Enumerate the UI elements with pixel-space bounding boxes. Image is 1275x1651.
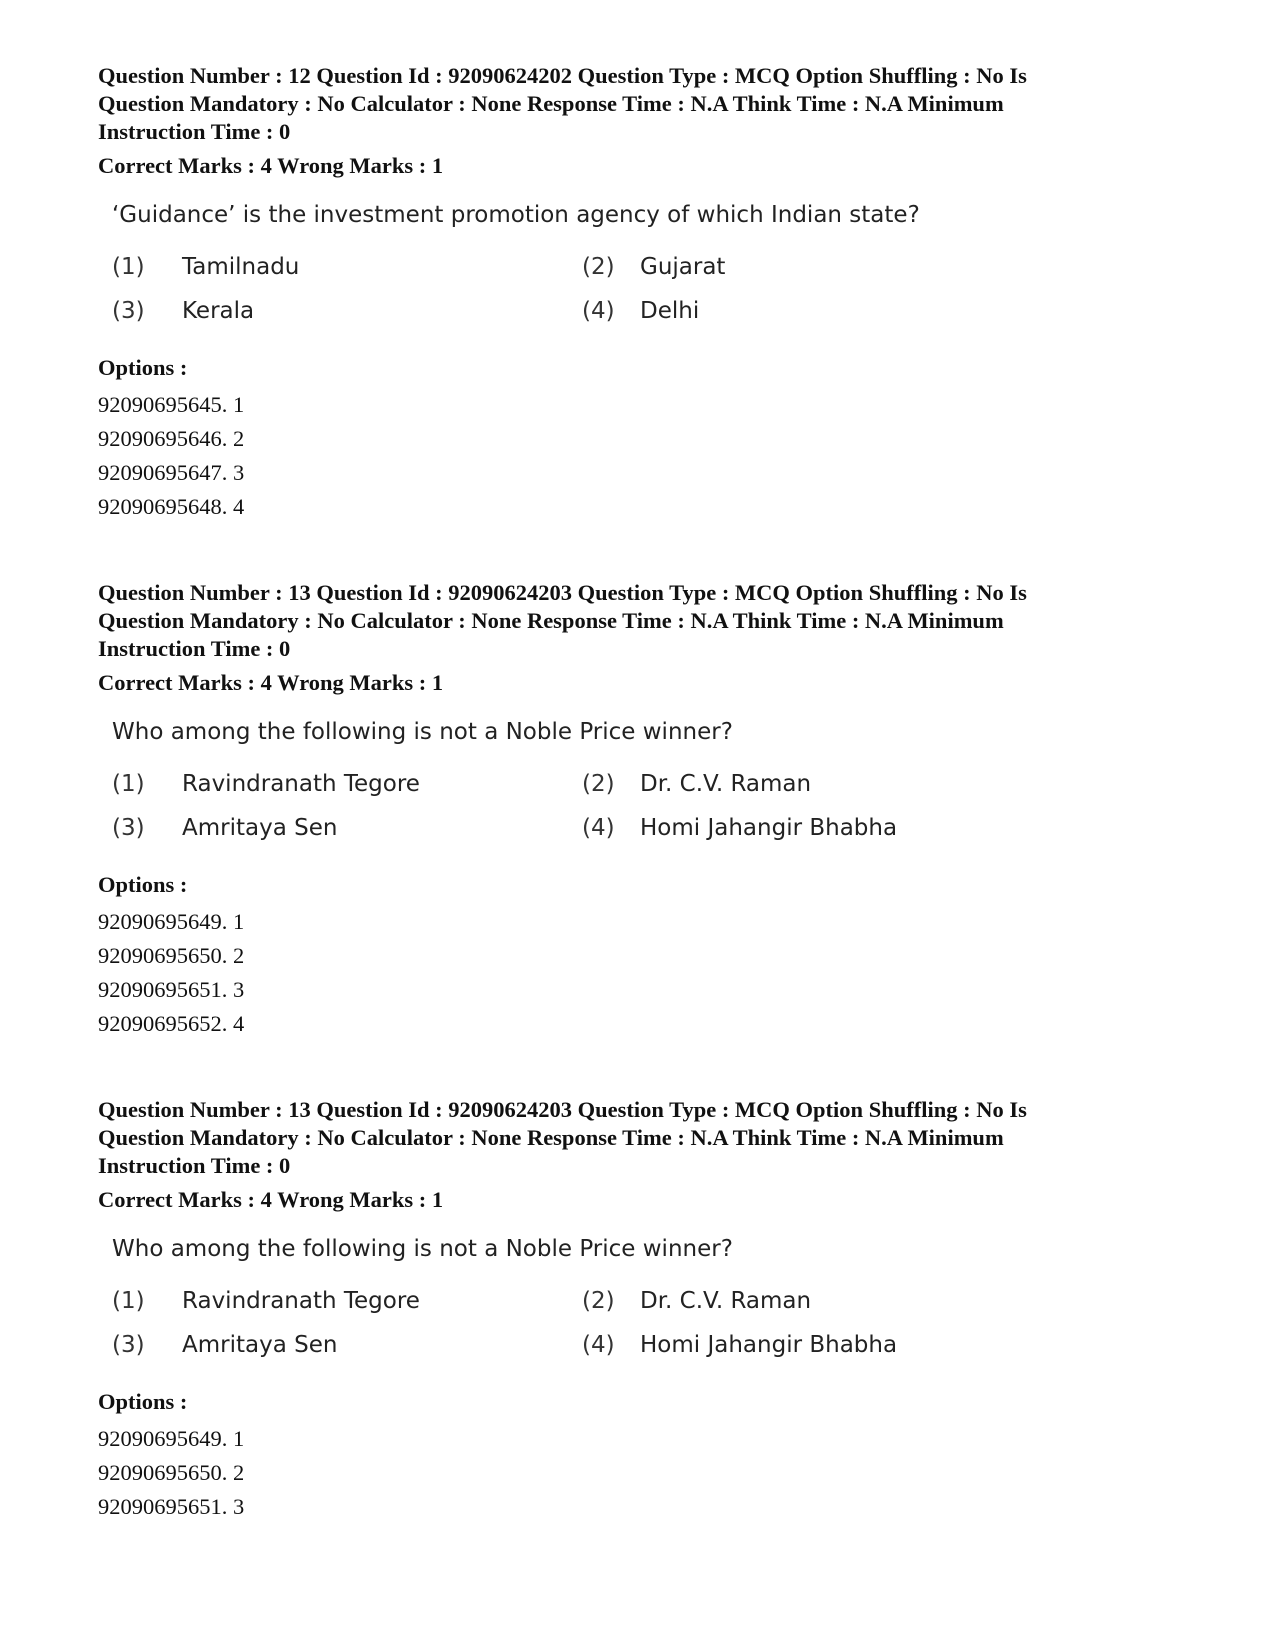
question-header-line: Question Number : 13 Question Id : 92090624203 Question Type : MCQ Option Shuffling : No Is	[98, 1097, 1027, 1122]
choice-number: (4)	[582, 298, 615, 324]
question-text: ‘Guidance’ is the investment promotion agency of which Indian state?	[112, 202, 920, 228]
question-header-line: Question Mandatory : No Calculator : None Response Time : N.A Think Time : N.A Minimum	[98, 608, 1004, 633]
choice-number: (2)	[582, 1288, 615, 1314]
question-header-line: Instruction Time : 0	[98, 1153, 291, 1178]
question-body	[98, 200, 1178, 326]
question-block	[98, 62, 1178, 524]
choice-number: (4)	[582, 815, 615, 841]
choice-text: Kerala	[182, 298, 255, 324]
choice-text: Ravindranath Tegore	[182, 771, 420, 797]
question-body	[98, 1234, 1178, 1360]
choice-text: Amritaya Sen	[182, 1332, 338, 1358]
question-header-line: Question Number : 12 Question Id : 92090624202 Question Type : MCQ Option Shuffling : No Is	[98, 63, 1027, 88]
option-id-line: 92090695650. 2	[98, 1460, 245, 1485]
choice-text: Homi Jahangir Bhabha	[640, 815, 898, 841]
choice-grid	[112, 1286, 1178, 1360]
choice-number: (2)	[582, 254, 615, 280]
choice-number: (3)	[112, 298, 145, 324]
choice-grid	[112, 252, 1178, 326]
question-text: Who among the following is not a Noble Price winner?	[112, 1236, 733, 1262]
option-id-line: 92090695645. 1	[98, 392, 245, 417]
options-title: Options :	[98, 872, 188, 897]
option-id-line: 92090695651. 3	[98, 1494, 245, 1519]
marks-line: Correct Marks : 4 Wrong Marks : 1	[98, 153, 444, 178]
marks-line: Correct Marks : 4 Wrong Marks : 1	[98, 1187, 444, 1212]
choice-text: Dr. C.V. Raman	[640, 771, 812, 797]
choice-text: Dr. C.V. Raman	[640, 1288, 812, 1314]
options-title: Options :	[98, 355, 188, 380]
option-id-line: 92090695648. 4	[98, 494, 245, 519]
option-id-line: 92090695651. 3	[98, 977, 245, 1002]
question-header-line: Question Number : 13 Question Id : 92090624203 Question Type : MCQ Option Shuffling : No Is	[98, 580, 1027, 605]
question-body	[98, 717, 1178, 843]
question-header-line: Instruction Time : 0	[98, 119, 291, 144]
question-header-line: Question Mandatory : No Calculator : None Response Time : N.A Think Time : N.A Minimum	[98, 91, 1004, 116]
choice-number: (1)	[112, 771, 145, 797]
question-block	[98, 1096, 1178, 1524]
choice-number: (3)	[112, 815, 145, 841]
option-id-line: 92090695649. 1	[98, 1426, 245, 1451]
option-id-line: 92090695646. 2	[98, 426, 245, 451]
question-text: Who among the following is not a Noble Price winner?	[112, 719, 733, 745]
choice-text: Homi Jahangir Bhabha	[640, 1332, 898, 1358]
choice-number: (3)	[112, 1332, 145, 1358]
choice-number: (1)	[112, 1288, 145, 1314]
document-page	[98, 62, 1178, 1579]
choice-text: Ravindranath Tegore	[182, 1288, 420, 1314]
choice-text: Amritaya Sen	[182, 815, 338, 841]
choice-text: Tamilnadu	[182, 254, 300, 280]
option-id-line: 92090695649. 1	[98, 909, 245, 934]
choice-number: (2)	[582, 771, 615, 797]
options-title: Options :	[98, 1389, 188, 1414]
choice-grid	[112, 769, 1178, 843]
choice-number: (1)	[112, 254, 145, 280]
marks-line: Correct Marks : 4 Wrong Marks : 1	[98, 670, 444, 695]
option-id-line: 92090695650. 2	[98, 943, 245, 968]
option-id-line: 92090695647. 3	[98, 460, 245, 485]
choice-text: Gujarat	[640, 254, 726, 280]
choice-text: Delhi	[640, 298, 700, 324]
choice-number: (4)	[582, 1332, 615, 1358]
question-block	[98, 579, 1178, 1041]
question-header-line: Instruction Time : 0	[98, 636, 291, 661]
question-header-line: Question Mandatory : No Calculator : None Response Time : N.A Think Time : N.A Minimum	[98, 1125, 1004, 1150]
option-id-line: 92090695652. 4	[98, 1011, 245, 1036]
